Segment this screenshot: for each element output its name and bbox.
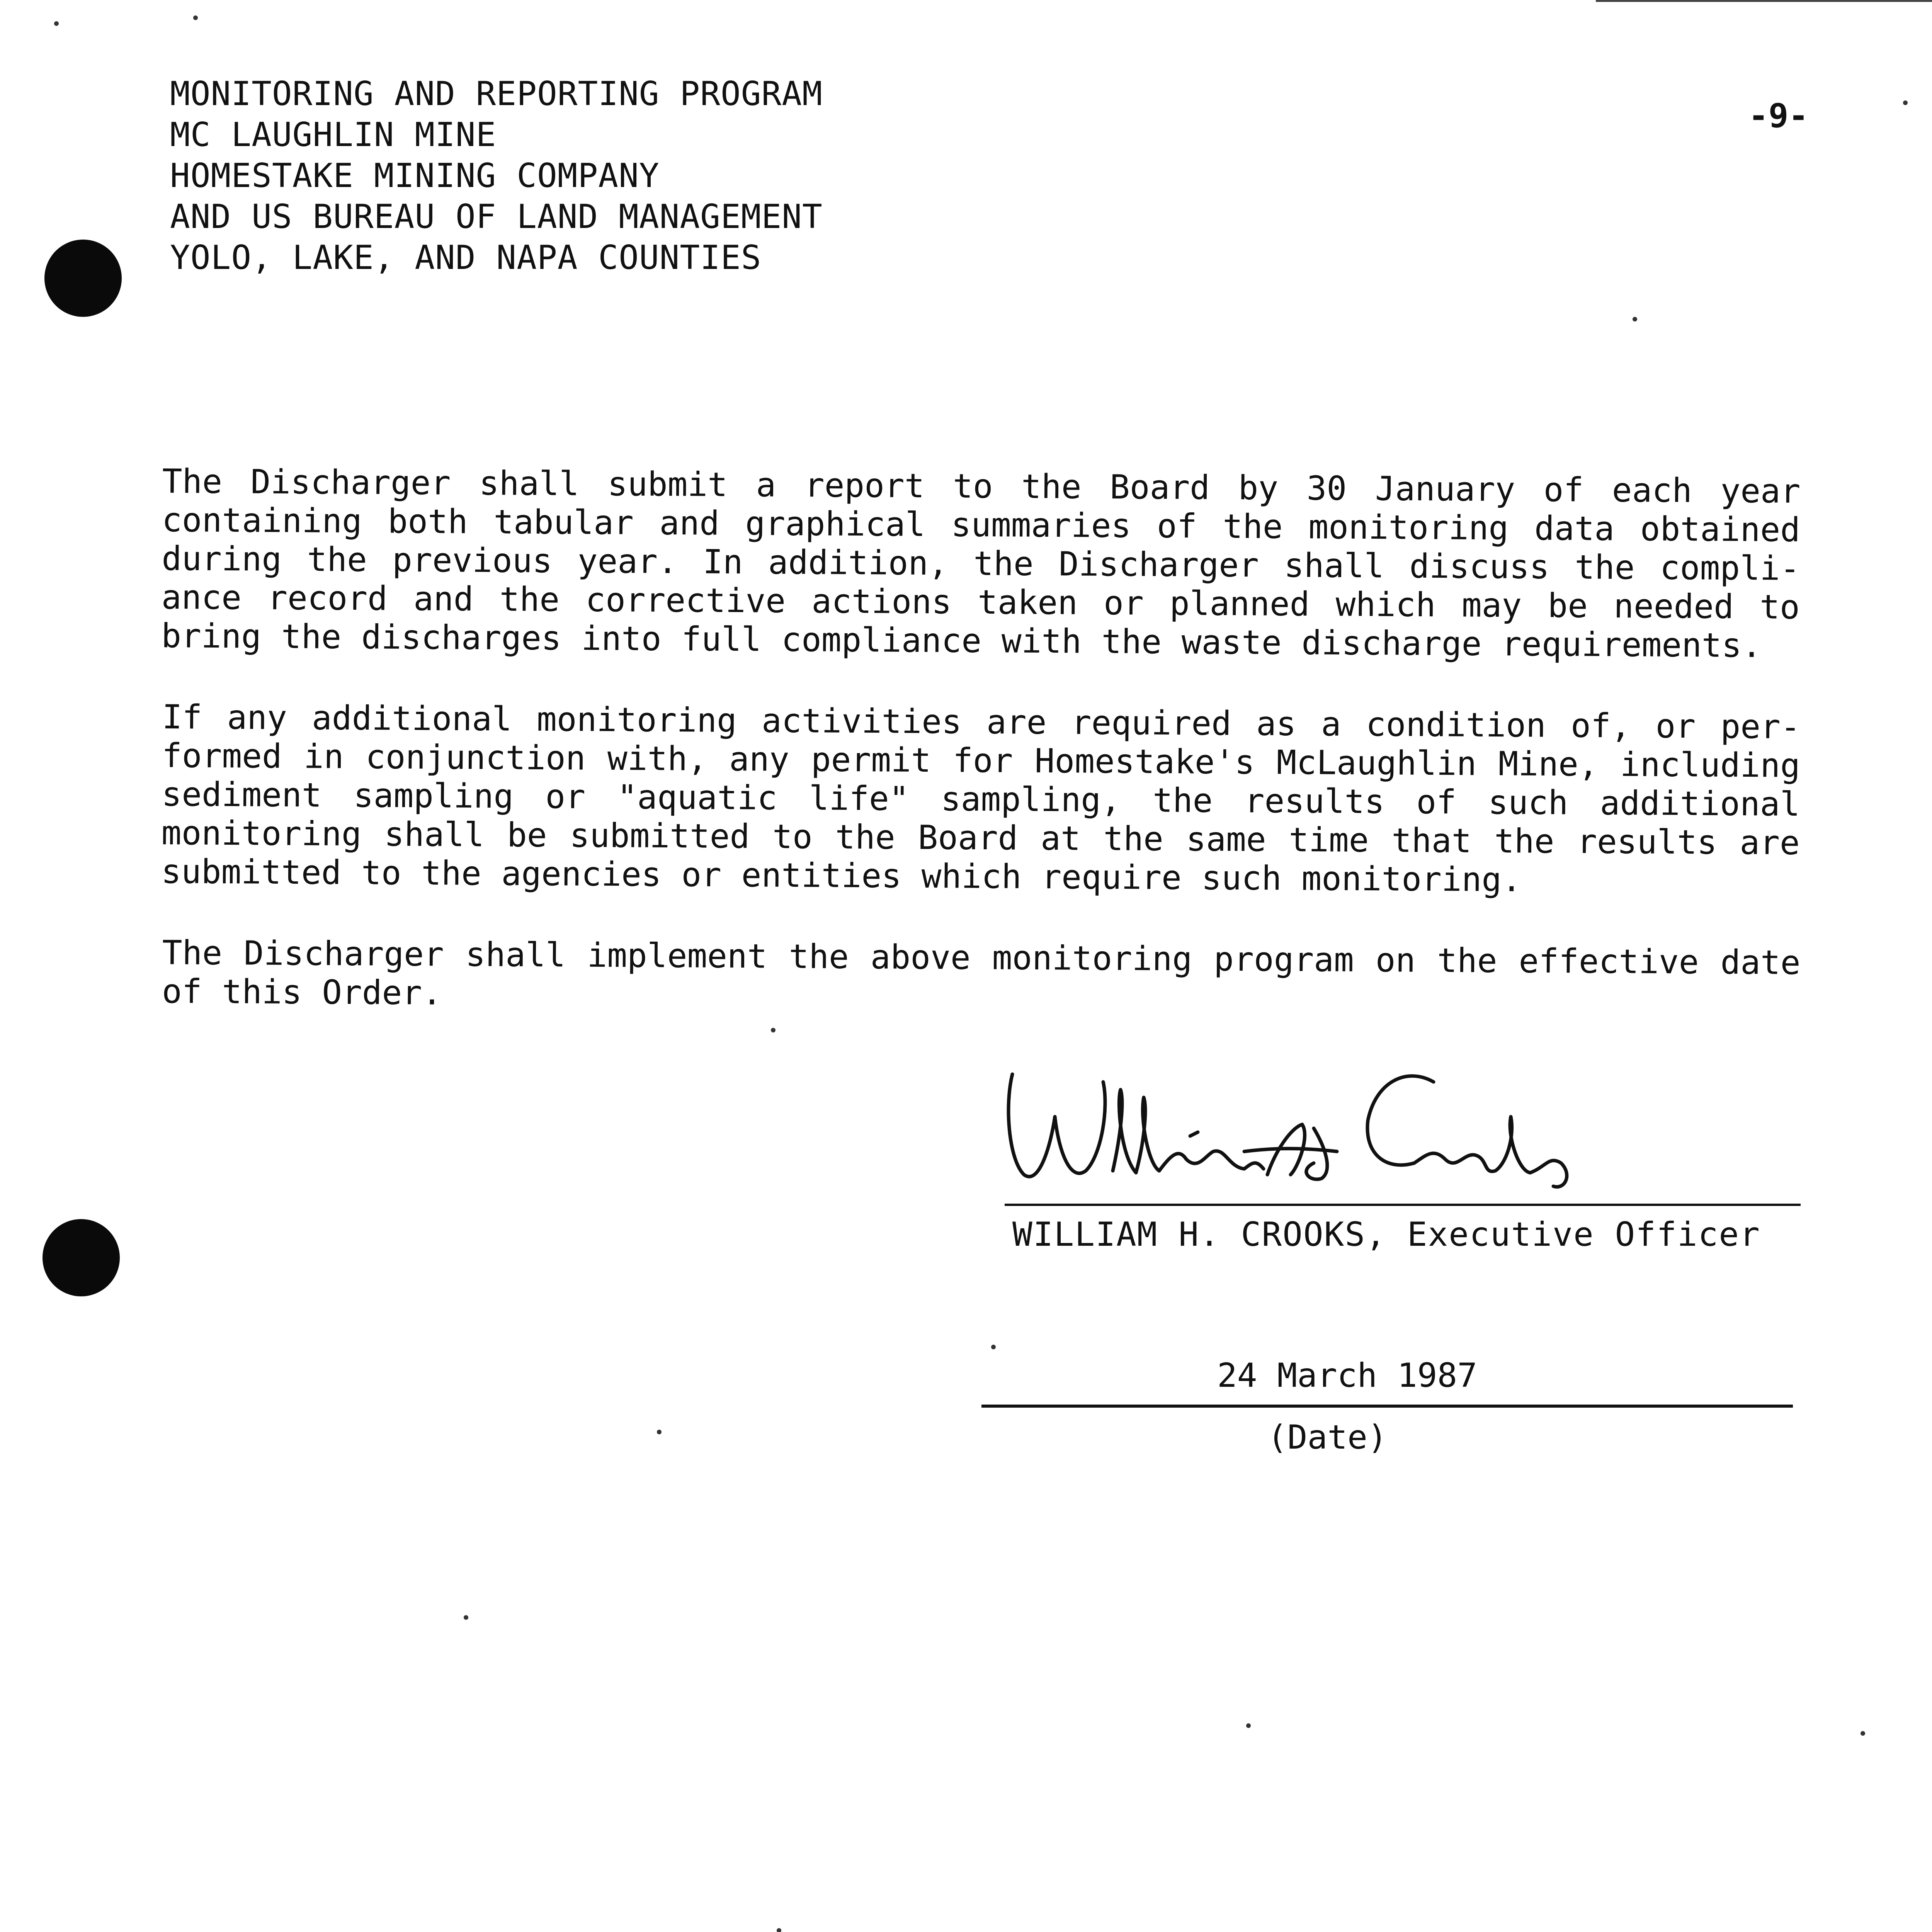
scan-speck: [193, 15, 198, 20]
scan-speck: [991, 1345, 996, 1349]
document-header: [170, 73, 823, 278]
scan-speck: [777, 1928, 781, 1932]
header-line-bureau: AND US BUREAU OF LAND MANAGEMENT: [170, 197, 823, 236]
date-value: 24 March 1987: [1217, 1356, 1478, 1395]
paragraph-implementation: The Discharger shall implement the above monitoring program on the effective date of this Order.: [162, 934, 1801, 1013]
handwritten-signature: [997, 1059, 1654, 1198]
date-line: [981, 1405, 1793, 1408]
page-number: -9-: [1748, 97, 1809, 135]
scan-speck: [1903, 100, 1908, 105]
signer-name-title: WILLIAM H. CROOKS, Executive Officer: [1012, 1215, 1760, 1254]
header-line-company: HOMESTAKE MINING COMPANY: [170, 156, 660, 195]
scan-speck: [464, 1615, 468, 1620]
signature-block: [981, 1059, 1801, 1252]
scan-speck: [54, 21, 59, 26]
signature-line: [1005, 1204, 1801, 1206]
scan-speck: [657, 1430, 662, 1434]
punch-hole-top: [44, 240, 122, 317]
scan-speck: [771, 1028, 776, 1032]
scan-edge-line: [1596, 0, 1932, 2]
paragraph-additional-monitoring: If any additional monitoring activities are required as a condition of, or per- formed in conjunction with, any permit for Homestake's McLaughlin Mine, including sediment sampling or "aquatic life" sampling, the results of such additional monitoring shall be submitted to the Board at the same time that the results are submitted to the agencies or entities which require such monitoring.: [161, 698, 1801, 900]
header-line-program: MONITORING AND REPORTING PROGRAM: [170, 75, 823, 113]
scan-speck: [1861, 1731, 1865, 1736]
date-caption: (Date): [1267, 1418, 1388, 1457]
scan-speck: [1633, 317, 1637, 321]
scan-speck: [1246, 1723, 1251, 1728]
punch-hole-middle: [43, 1219, 120, 1296]
header-line-mine: MC LAUGHLIN MINE: [170, 116, 497, 154]
header-line-counties: YOLO, LAKE, AND NAPA COUNTIES: [170, 238, 762, 277]
paragraph-annual-report: The Discharger shall submit a report to the Board by 30 January of each year containing both tabular and graphical summaries of the monitoring data obtained during the previous year. In addition, the Discharger shall discuss the compli- ance record and the corrective actions taken or planned which may be needed to bring the discharges into full compliance with the waste discharge requirements.: [161, 462, 1801, 665]
